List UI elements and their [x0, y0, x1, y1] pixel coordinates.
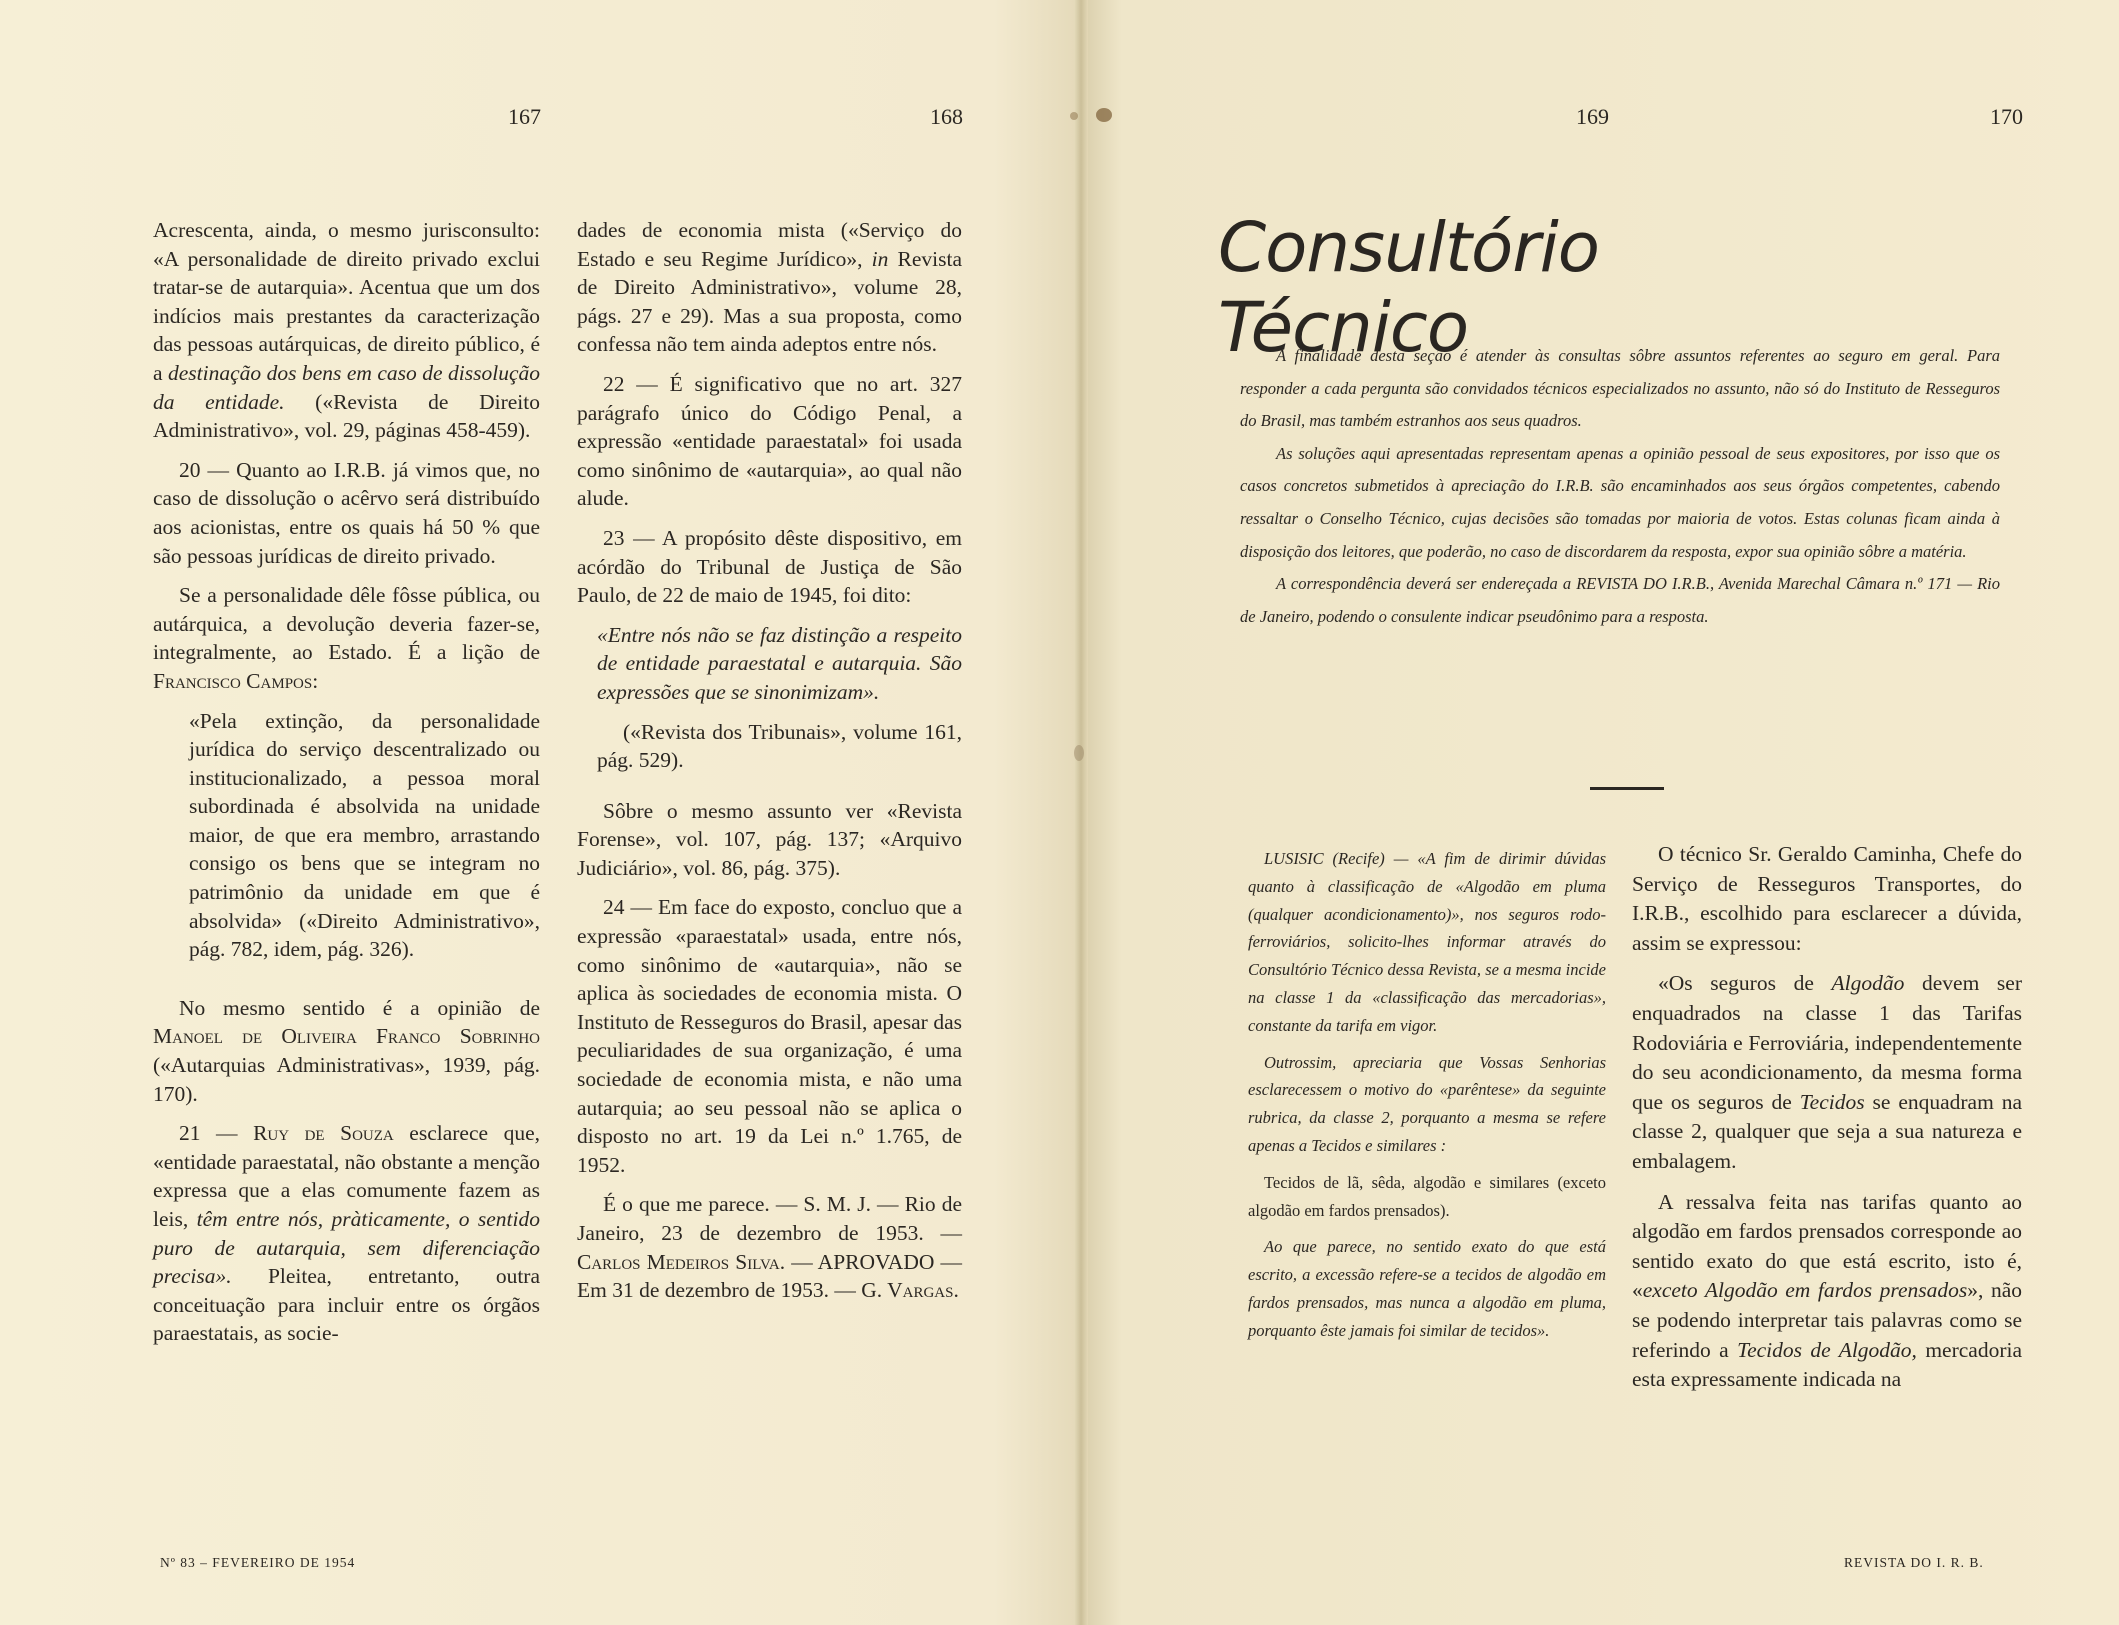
left-column-1 — [153, 216, 540, 1359]
answer-paragraph: O técnico Sr. Geraldo Caminha, Chefe do Serviço de Resseguros Transportes, do I.R.B., escolhido para esclarecer a dúvida, assim se expressou: — [1632, 842, 2022, 955]
footer-issue: Nº 83 – FEVEREIRO DE 1954 — [160, 1555, 356, 1570]
section-title: Consultório Técnico — [1218, 208, 1599, 368]
section-divider — [1590, 787, 1664, 790]
paragraph: Se a personalidade dêle fôsse pública, ou autárquica, a devolução deveria fazer-se, integralmente, ao Estado. É a lição de Francisco Campos: — [153, 583, 540, 693]
paragraph: 20 — Quanto ao I.R.B. já vimos que, no caso de dissolução o acêrvo será distribuído aos acionistas, entre os quais há 50 % que são pessoas jurídicas de direito privado. — [153, 457, 540, 568]
page-number: 168 — [930, 104, 963, 129]
left-column-2 — [577, 216, 962, 1316]
page-number: 170 — [1990, 104, 2023, 129]
intro-paragraph: A finalidade desta seção é atender às consultas sôbre assuntos referentes ao seguro em geral. Para responder a cada pergunta são convidados técnicos especializados no assunto, não só do Instituto de Resseguros do Brasil, mas também estranhos aos seus quadros. — [1240, 346, 2000, 431]
staple-mark — [1074, 745, 1084, 761]
paragraph: Acrescenta, ainda, o mesmo jurisconsulto: «A personalidade de direito privado exclui tratar-se de autarquia». Acentua que um dos indícios mais prestantes da caracterização das pessoas autárquicas, de direito público, é a destinação dos bens em caso de dissolução da entidade. («Revista de Direito Administrativo», vol. 29, páginas 458-459). — [153, 218, 540, 443]
question-paragraph: LUSISIC (Recife) — «A fim de dirimir dúvidas quanto à classificação de «Algodão em pluma (qualquer acondicionamento)», nos seguros rodo-ferroviários, solicito-lhes informar através do Consultório Técnico dessa Revista, se a mesma incide na classe 1 da «classificação das mercadorias», constante da tarifa em vigor. — [1248, 849, 1606, 1035]
answer-column — [1632, 840, 2022, 1406]
question-column — [1248, 845, 1606, 1354]
paragraph: No mesmo sentido é a opinião de Manoel de Oliveira Franco Sobrinho («Autarquias Administrativas», 1939, pág. 170). — [153, 995, 540, 1106]
page-number: 167 — [508, 104, 541, 129]
page-number: 169 — [1576, 104, 1609, 129]
paragraph: Sôbre o mesmo assunto ver «Revista Forense», vol. 107, pág. 137; «Arquivo Judiciário», vol. 86, pág. 375). — [577, 798, 962, 880]
intro-paragraph: A correspondência deverá ser endereçada a REVISTA DO I.R.B., Avenida Marechal Câmara n.º 171 — Rio de Janeiro, podendo o consulente indicar pseudônimo para a resposta. — [1240, 574, 2000, 626]
question-paragraph: Tecidos de lã, sêda, algodão e similares (exceto algodão em fardos prensados). — [1248, 1172, 1606, 1220]
paragraph: 24 — Em face do exposto, concluo que a expressão «paraestatal» usada, entre nós, como sinônimo de «autarquia», não se aplica às sociedades de economia mista. O Instituto de Resseguros do Brasil, apesar das peculiaridades de sua organização, é uma sociedade de economia mista, e não uma autarquia; ao seu pessoal não se aplica o disposto no art. 19 da Lei n.º 1.765, de 1952. — [577, 895, 962, 1177]
question-paragraph: Outrossim, apreciaria que Vossas Senhorias esclarecessem o motivo do «parêntese» da seguinte rubrica, da classe 2, porquanto a mesma se refere apenas a Tecidos e similares : — [1248, 1052, 1606, 1155]
answer-paragraph: «Os seguros de Algodão devem ser enquadrados na classe 1 das Tarifas Rodoviária e Ferroviária, independentemente do seu acondicionamento, da mesma forma que os seguros de Tecidos se enquadram na classe 2, qualquer que seja a sua natureza e embalagem. — [1632, 971, 2023, 1173]
staple-mark — [1096, 108, 1112, 122]
paragraph: dades de economia mista («Serviço do Estado e seu Regime Jurídico», in Revista de Direito Administrativo», volume 28, págs. 27 e 29). Mas a sua proposta, como confessa não tem ainda adeptos entre nós. — [577, 218, 963, 357]
book-gutter — [1074, 0, 1088, 1625]
block-quote: «Pela extinção, da personalidade jurídica do serviço descentralizado ou institucionalizado, a pessoa moral subordinada é absolvida na unidade maior, de que era membro, arrastando consigo os bens que se integram no patrimônio da unidade em que é absolvida» («Direito Administrativo», pág. 782, idem, pág. 326). — [189, 708, 540, 962]
intro-text — [1240, 340, 2000, 633]
question-paragraph: Ao que parece, no sentido exato do que está escrito, a excessão refere-se a tecidos de algodão em fardos prensados, mas nunca a algodão em pluma, porquanto êste jamais foi similar de tecidos». — [1248, 1237, 1606, 1340]
intro-paragraph: As soluções aqui apresentadas representam apenas a opinião pessoal de seus expositores, por isso que os casos concretos submetidos à apreciação do I.R.B. são encaminhados aos seus órgãos competentes, cabendo ressaltar o Conselho Técnico, cujas decisões são tomadas por maioria de votos. Estas colunas ficam ainda à disposição dos leitores, que poderão, no caso de discordarem da resposta, expor sua opinião sôbre a matéria. — [1240, 443, 2000, 561]
paragraph: 23 — A propósito dêste dispositivo, em acórdão do Tribunal de Justiça de São Paulo, de 22 de maio de 1945, foi dito: — [577, 525, 962, 608]
citation: («Revista dos Tribunais», volume 161, pág. 529). — [597, 719, 962, 773]
paragraph: 21 — Ruy de Souza esclarece que, «entidade paraestatal, não obstante a menção expressa que a elas comumente fazem as leis, têm entre nós, pràticamente, o sentido puro de autarquia, sem diferenciação precisa». Pleitea, entretanto, outra conceituação para incluir entre os órgãos paraestatais, as socie- — [153, 1121, 540, 1346]
paragraph: 22 — É significativo que no art. 327 parágrafo único do Código Penal, a expressão «entidade paraestatal» foi usada como sinônimo de «autarquia», ao qual não alude. — [577, 371, 962, 511]
staple-mark — [1070, 112, 1078, 120]
footer-journal: REVISTA DO I. R. B. — [1844, 1555, 1984, 1570]
signature-paragraph: É o que me parece. — S. M. J. — Rio de Janeiro, 23 de dezembro de 1953. — Carlos Medeiros Silva. — APROVADO — Em 31 de dezembro de 1953. — G. Vargas. — [577, 1192, 963, 1303]
answer-paragraph: A ressalva feita nas tarifas quanto ao algodão em fardos prensados corresponde ao sentido exato do que está escrito, isto é, «exceto Algodão em fardos prensados», não se podendo interpretar tais palavras como se referindo a Tecidos de Algodão, mercadoria esta expressamente indicada na — [1632, 1189, 2023, 1392]
block-quote: «Entre nós não se faz distinção a respeito de entidade paraestatal e autarquia. São expressões que se sinonimizam». — [597, 622, 962, 704]
